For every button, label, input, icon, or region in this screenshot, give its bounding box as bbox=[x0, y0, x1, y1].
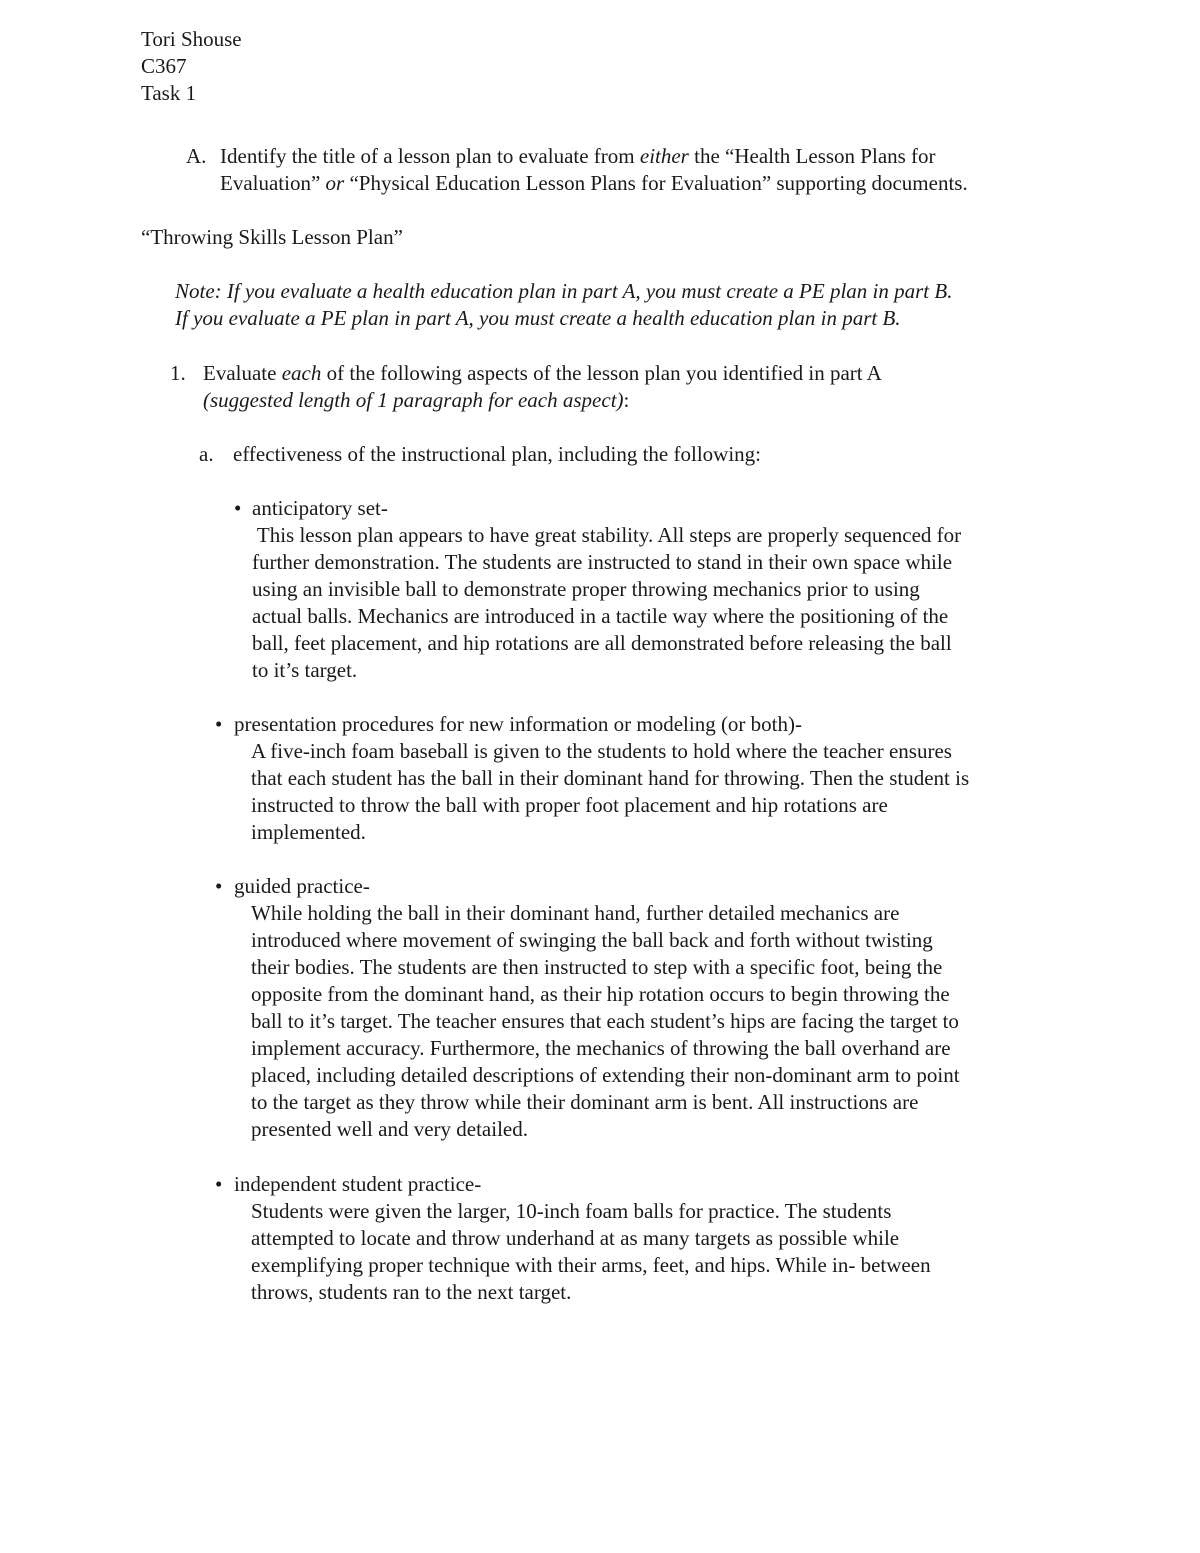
bullet-body-line: Students were given the larger, 10-inch foam balls for practice. The students bbox=[251, 1199, 892, 1223]
bullet-body-line: A five-inch foam baseball is given to the students to hold where the teacher ensures bbox=[251, 739, 952, 763]
item-1-prompt bbox=[203, 360, 882, 414]
section-a-marker: A. bbox=[186, 144, 207, 168]
bullet-body-line: placed, including detailed descriptions of extending their non-dominant arm to point bbox=[251, 1063, 960, 1087]
bullet-body-line: ball to it’s target. The teacher ensures that each student’s hips are facing the target to bbox=[251, 1009, 959, 1033]
bullet-body-line: actual balls. Mechanics are introduced in a tactile way where the positioning of the bbox=[252, 604, 949, 628]
lesson-title: “Throwing Skills Lesson Plan” bbox=[141, 225, 403, 249]
bullet-presentation-body bbox=[251, 738, 969, 846]
bullet-body-line: using an invisible ball to demonstrate proper throwing mechanics prior to using bbox=[252, 577, 920, 601]
bullet-glyph: • bbox=[215, 712, 223, 736]
bullet-body-line: presented well and very detailed. bbox=[251, 1117, 528, 1141]
item-1-line-2: (suggested length of 1 paragraph for each aspect): bbox=[203, 388, 630, 412]
bullet-body-line: ball, feet placement, and hip rotations are all demonstrated before releasing the ball bbox=[252, 631, 952, 655]
bullet-glyph: • bbox=[215, 874, 223, 898]
bullet-guided-body bbox=[251, 900, 960, 1143]
bullet-body-line: that each student has the ball in their dominant hand for throwing. Then the student is bbox=[251, 766, 970, 790]
bullet-anticipatory-set bbox=[252, 495, 961, 684]
section-a-line-1: Identify the title of a lesson plan to evaluate from either the “Health Lesson Plans for bbox=[220, 144, 936, 168]
section-a-prompt bbox=[220, 143, 968, 197]
note-line-1: Note: If you evaluate a health education plan in part A, you must create a PE plan in part B. bbox=[175, 279, 953, 303]
section-a-line-2: Evaluation” or “Physical Education Lesson Plans for Evaluation” supporting documents. bbox=[220, 171, 968, 195]
bullet-body-line: to it’s target. bbox=[252, 658, 358, 682]
item-1-marker: 1. bbox=[170, 361, 186, 385]
item-a-marker: a. bbox=[199, 442, 214, 466]
author-name: Tori Shouse bbox=[141, 27, 242, 51]
bullet-body-line: instructed to throw the ball with proper foot placement and hip rotations are bbox=[251, 793, 888, 817]
bullet-body-line: While holding the ball in their dominant hand, further detailed mechanics are bbox=[251, 901, 900, 925]
bullet-body-line: exemplifying proper technique with their arms, feet, and hips. While in- between bbox=[251, 1253, 931, 1277]
bullet-body-line: attempted to locate and throw underhand at as many targets as possible while bbox=[251, 1226, 900, 1250]
task-label: Task 1 bbox=[141, 81, 197, 105]
bullet-body-line: introduced where movement of swinging the ball back and forth without twisting bbox=[251, 928, 933, 952]
course-code: C367 bbox=[141, 54, 187, 78]
bullet-heading: anticipatory set- bbox=[252, 496, 388, 520]
note-block bbox=[175, 278, 952, 332]
bullet-body-line: throws, students ran to the next target. bbox=[251, 1280, 572, 1304]
bullet-body-line: further demonstration. The students are instructed to stand in their own space while bbox=[252, 550, 953, 574]
bullet-glyph: • bbox=[234, 496, 242, 520]
item-a-text: effectiveness of the instructional plan, including the following: bbox=[233, 442, 761, 466]
bullet-body-line: opposite from the dominant hand, as their hip rotation occurs to begin throwing the bbox=[251, 982, 950, 1006]
document-header bbox=[141, 26, 242, 107]
bullet-glyph: • bbox=[215, 1172, 223, 1196]
bullet-guided-heading: guided practice- bbox=[234, 874, 370, 898]
item-1-line-1: Evaluate each of the following aspects of the lesson plan you identified in part A bbox=[203, 361, 882, 385]
bullet-body-line: to the target as they throw while their dominant arm is bent. All instructions are bbox=[251, 1090, 919, 1114]
bullet-body-line: implement accuracy. Furthermore, the mechanics of throwing the ball overhand are bbox=[251, 1036, 951, 1060]
bullet-presentation-heading: presentation procedures for new information or modeling (or both)- bbox=[234, 712, 802, 736]
bullet-body-line: implemented. bbox=[251, 820, 366, 844]
note-line-2: If you evaluate a PE plan in part A, you must create a health education plan in part B. bbox=[175, 306, 901, 330]
bullet-independent-heading: independent student practice- bbox=[234, 1172, 482, 1196]
bullet-independent-body bbox=[251, 1198, 931, 1306]
bullet-body-line: their bodies. The students are then instructed to step with a specific foot, being the bbox=[251, 955, 943, 979]
bullet-body-line: This lesson plan appears to have great stability. All steps are properly sequenced for bbox=[252, 523, 962, 547]
